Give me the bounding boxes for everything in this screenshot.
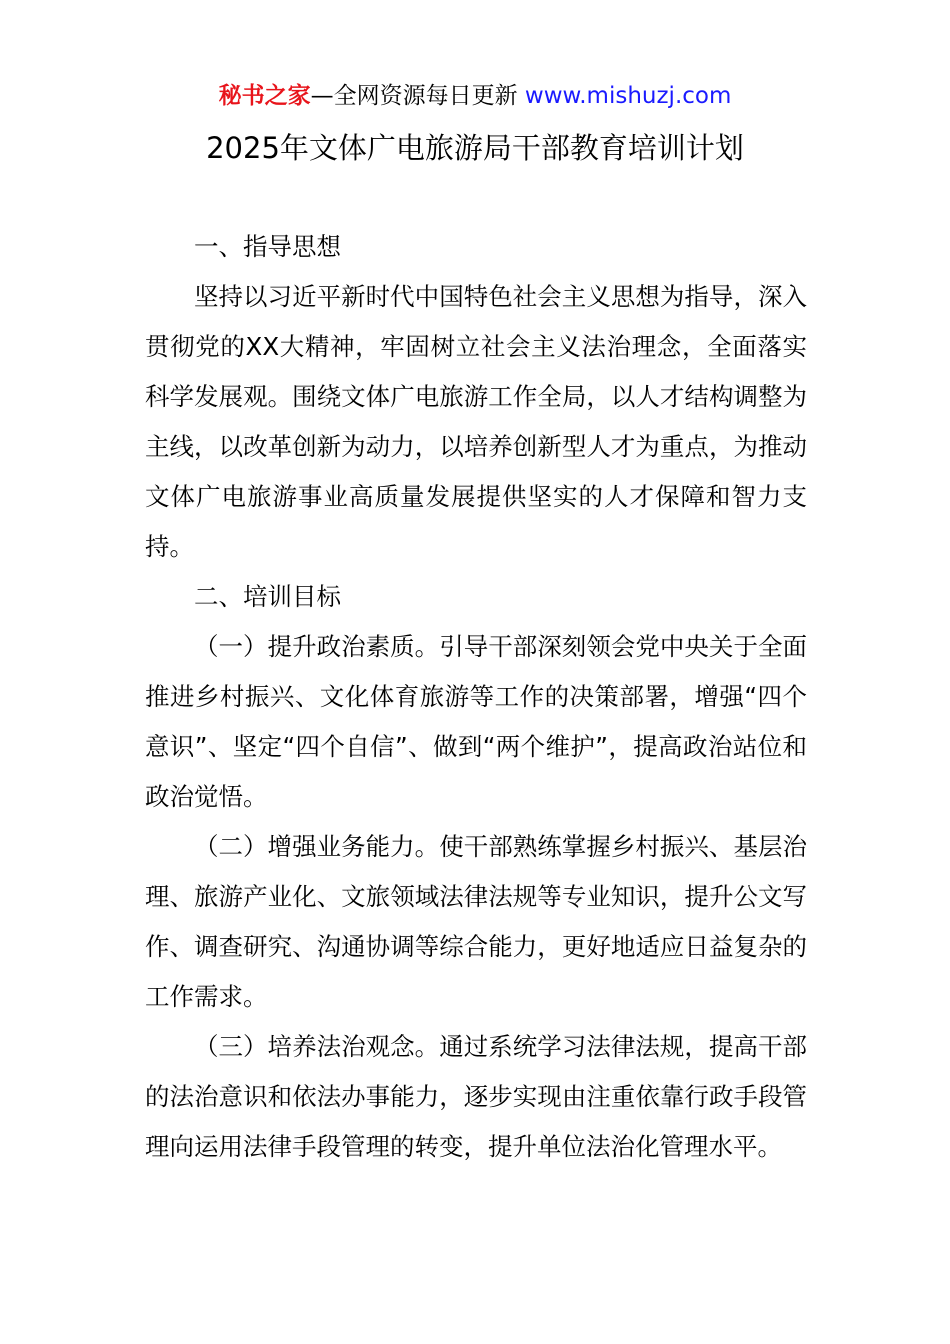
paragraph-guiding-ideology: 坚持以习近平新时代中国特色社会主义思想为指导，深入贯彻党的XX大精神，牢固树立社会主义法治理念，全面落实科学发展观。围绕文体广电旅游工作全局，以人才结构调整为主线，以改革创新为动力，以培养创新型人才为重点，为推动文体广电旅游事业高质量发展提供坚实的人才保障和智力支持。 bbox=[145, 282, 807, 561]
site-header bbox=[0, 80, 950, 112]
section-heading-guiding-ideology: 一、指导思想 bbox=[194, 232, 341, 261]
site-tagline: —全网资源每日更新 bbox=[310, 83, 525, 109]
document-body bbox=[145, 222, 807, 1172]
paragraph-goal-political-quality: （一）提升政治素质。引导干部深刻领会党中央关于全面推进乡村振兴、文化体育旅游等工作的决策部署，增强“四个意识”、坚定“四个自信”、做到“两个维护”，提高政治站位和政治觉悟。 bbox=[145, 632, 807, 811]
section-heading-training-goals: 二、培训目标 bbox=[194, 582, 341, 611]
site-url-link[interactable]: www.mishuzj.com bbox=[524, 83, 732, 109]
paragraph-goal-business-ability: （二）增强业务能力。使干部熟练掌握乡村振兴、基层治理、旅游产业化、文旅领域法律法规等专业知识，提升公文写作、调查研究、沟通协调等综合能力，更好地适应日益复杂的工作需求。 bbox=[145, 832, 807, 1011]
paragraph-goal-rule-of-law: （三）培养法治观念。通过系统学习法律法规，提高干部的法治意识和依法办事能力，逐步实现由注重依靠行政手段管理向运用法律手段管理的转变，提升单位法治化管理水平。 bbox=[145, 1032, 807, 1161]
site-name: 秘书之家 bbox=[218, 83, 311, 109]
document-title: 2025年文体广电旅游局干部教育培训计划 bbox=[206, 131, 744, 165]
